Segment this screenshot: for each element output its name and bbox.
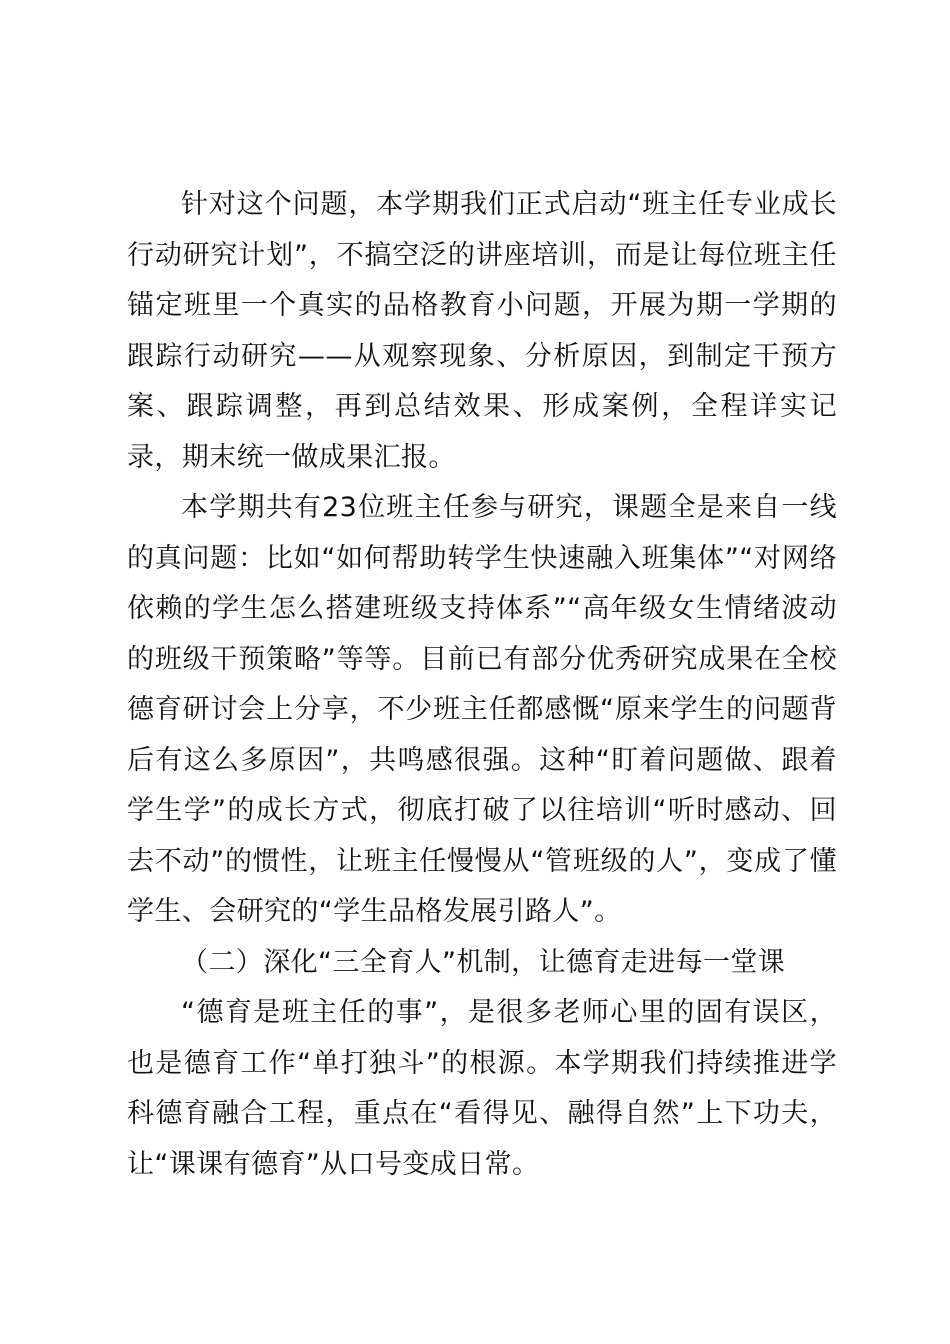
paragraph-subject-moral-education: “德育是班主任的事”，是很多老师心里的固有误区，也是德育工作“单打独斗”的根源。本学期我们持续推进学科德育融合工程，重点在“看得见、融得自然”上下功夫，让“课课有德育”从口号变成日常。	[127, 997, 837, 1180]
paragraph-action-research-plan: 针对这个问题，本学期我们正式启动“班主任专业成长行动研究计划”，不搞空泛的讲座培训，而是让每位班主任锚定班里一个真实的品格教育小问题，开展为期一学期的跟踪行动研究——从观察现象、分析原因，到制定干预方案、跟踪调整，再到总结效果、形成案例，全程详实记录，期末统一做成果汇报。	[127, 189, 837, 473]
section-heading-three-all-education: （二）深化“三全育人”机制，让德育走进每一堂课	[181, 946, 786, 978]
paragraph-research-participants: 本学期共有23位班主任参与研究，课题全是来自一线的真问题：比如“如何帮助转学生快速融入班集体”“对网络依赖的学生怎么搭建班级支持体系”“高年级女生情绪波动的班级干预策略”等等。目前已有部分优秀研究成果在全校德育研讨会上分享，不少班主任都感慨“原来学生的问题背后有这么多原因”，共鸣感很强。这种“盯着问题做、跟着学生学”的成长方式，彻底打破了以往培训“听时感动、回去不动”的惯性，让班主任慢慢从“管班级的人”，变成了懂学生、会研究的“学生品格发展引路人”。	[127, 492, 837, 927]
document-body	[127, 180, 837, 1190]
